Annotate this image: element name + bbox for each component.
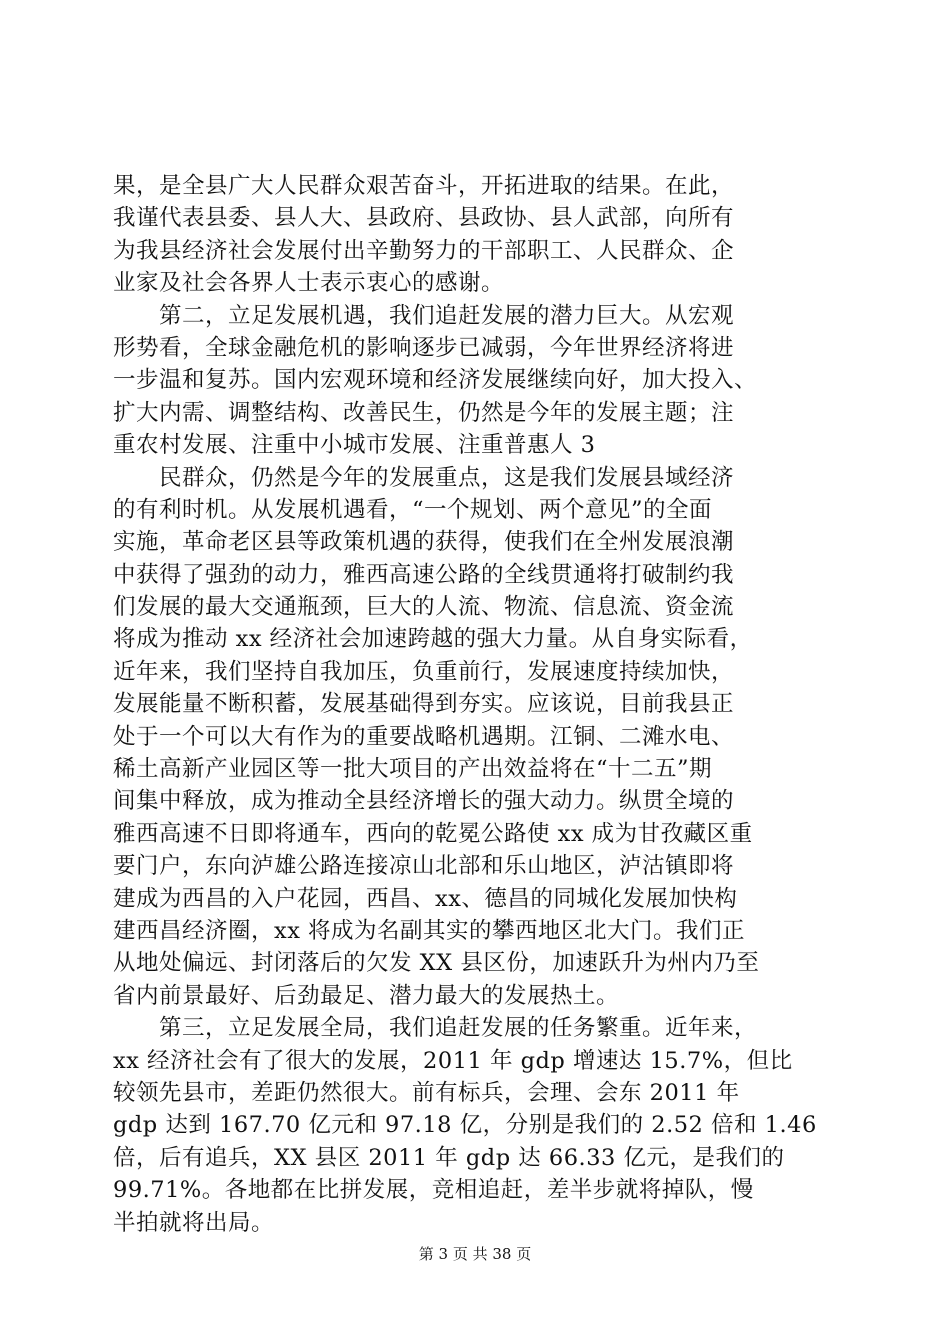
text-line: 将成为推动 xx 经济社会加速跨越的强大力量。从自身实际看， <box>113 626 753 653</box>
text-line: 建成为西昌的入户花园，西昌、xx、德昌的同城化发展加快构 <box>113 885 738 912</box>
text-line: 99.71%。各地都在比拼发展，竞相追赶，差半步就将掉队，慢 <box>113 1177 754 1204</box>
text-line: 倍，后有追兵，XX 县区 2011 年 gdp 达 66.33 亿元，是我们的 <box>113 1144 785 1171</box>
text-line: 果，是全县广大人民群众艰苦奋斗，开拓进取的结果。在此， <box>113 173 735 199</box>
text-line: 发展能量不断积蓄，发展基础得到夯实。应该说，目前我县正 <box>113 691 735 718</box>
document-body <box>113 170 833 1239</box>
text-line: 半拍就将出局。 <box>113 1209 275 1236</box>
page-number-footer: 第 3 页 共 38 页 <box>418 1245 532 1263</box>
text-line: 业家及社会各界人士表示衷心的感谢。 <box>113 270 505 297</box>
text-line: xx 经济社会有了很大的发展，2011 年 gdp 增速达 15.7%，但比 <box>113 1047 793 1074</box>
text-line: 中获得了强劲的动力，雅西高速公路的全线贯通将打破制约我 <box>113 561 735 588</box>
text-line: 形势看，全球金融危机的影响逐步已减弱，今年世界经济将进 <box>113 334 735 361</box>
text-line: 雅西高速不日即将通车，西向的乾冕公路使 xx 成为甘孜藏区重 <box>113 820 753 847</box>
text-line: 要门户，东向泸雄公路连接凉山北部和乐山地区，泸沽镇即将 <box>113 853 735 880</box>
text-line: 重农村发展、注重中小城市发展、注重普惠人 3 <box>113 432 596 459</box>
text-line: 从地处偏远、封闭落后的欠发 XX 县区份，加速跃升为州内乃至 <box>113 950 760 977</box>
paragraph-start-line: 第二，立足发展机遇，我们追赶发展的潜力巨大。从宏观 <box>113 302 735 329</box>
text-line: 一步温和复苏。国内宏观环境和经济发展继续向好，加大投入、 <box>113 367 758 394</box>
text-line: 的有利时机。从发展机遇看，“一个规划、两个意见”的全面 <box>113 496 713 523</box>
text-line: 们发展的最大交通瓶颈，巨大的人流、物流、信息流、资金流 <box>113 594 735 621</box>
text-line: 较领先县市，差距仍然很大。前有标兵，会理、会东 2011 年 <box>113 1079 740 1106</box>
text-line: 间集中释放，成为推动全县经济增长的强大动力。纵贯全境的 <box>113 788 735 815</box>
text-line: 实施，革命老区县等政策机遇的获得，使我们在全州发展浪潮 <box>113 529 735 556</box>
text-line: 近年来，我们坚持自我加压，负重前行，发展速度持续加快， <box>113 658 735 685</box>
text-line: gdp 达到 167.70 亿元和 97.18 亿，分别是我们的 2.52 倍和 1.46 <box>113 1112 817 1139</box>
text-line: 扩大内需、调整结构、改善民生，仍然是今年的发展主题；注 <box>113 399 735 426</box>
text-line: 稀土高新产业园区等一批大项目的产出效益将在“十二五”期 <box>113 756 713 783</box>
paragraph-start-line: 第三，立足发展全局，我们追赶发展的任务繁重。近年来， <box>113 1015 758 1042</box>
paragraph-start-line: 民群众，仍然是今年的发展重点，这是我们发展县域经济 <box>113 464 735 491</box>
text-line: 我谨代表县委、县人大、县政府、县政协、县人武部，向所有 <box>113 205 735 232</box>
text-line: 建西昌经济圈，xx 将成为名副其实的攀西地区北大门。我们正 <box>113 917 746 944</box>
text-line: 处于一个可以大有作为的重要战略机遇期。江铜、二滩水电、 <box>113 723 735 750</box>
text-line: 为我县经济社会发展付出辛勤努力的干部职工、人民群众、企 <box>113 237 735 264</box>
text-line: 省内前景最好、后劲最足、潜力最大的发展热土。 <box>113 982 620 1009</box>
